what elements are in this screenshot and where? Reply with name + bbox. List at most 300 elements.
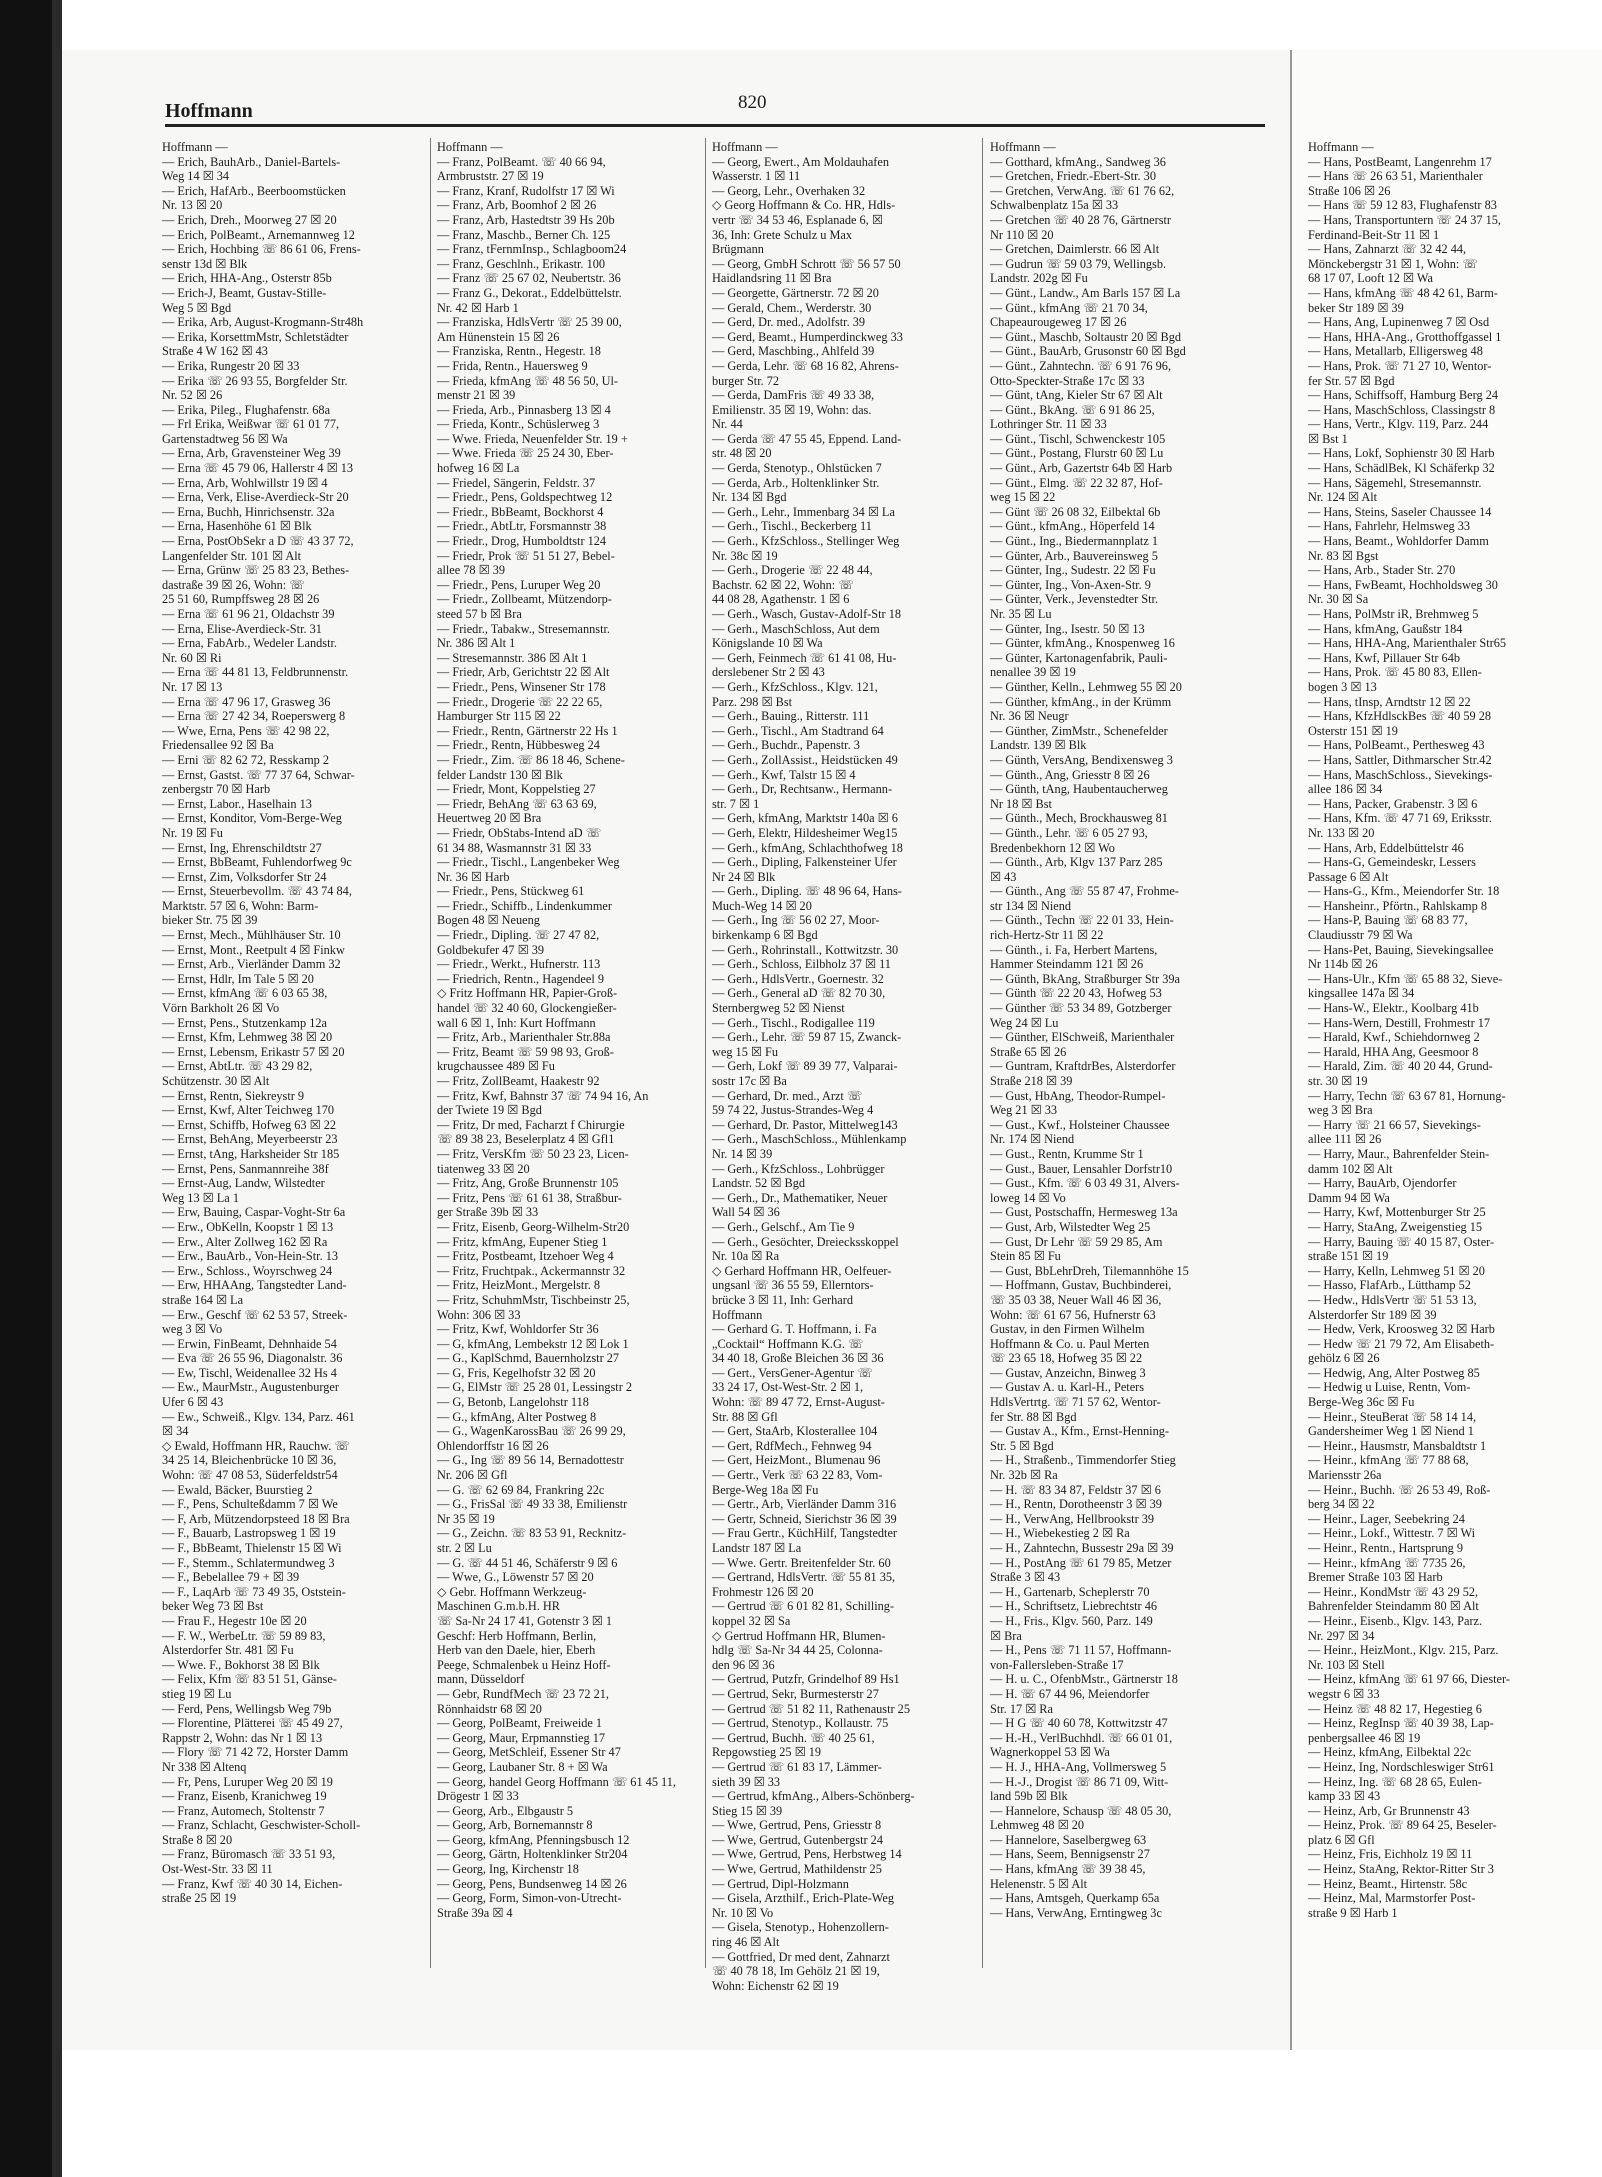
directory-entry: — Franz, Kwf ☏ 40 30 14, Eichen- (162, 1876, 343, 1891)
directory-entry: — Erw., BauArb., Von-Hein-Str. 13 (162, 1249, 339, 1264)
directory-entry: Nr 338 ☒ Altenq (162, 1759, 247, 1774)
directory-entry: — Hans, Seem, Bennigsenstr 27 (990, 1847, 1150, 1862)
directory-entry: — Hans, Zahnarzt ☏ 32 42 44, (1308, 242, 1467, 257)
directory-entry: Weg 14 ☒ 34 (162, 169, 230, 184)
directory-entry: Peege, Schmalenbek u Heinz Hoff- (437, 1657, 611, 1672)
directory-entry: senstr 13d ☒ Blk (162, 256, 248, 271)
directory-entry: — Günther, Kelln., Lehmweg 55 ☒ 20 (990, 679, 1182, 694)
directory-entry: — Gertrud ☏ 6 01 82 81, Schilling- (712, 1599, 895, 1614)
directory-entry: Helenenstr. 5 ☒ Alt (990, 1876, 1088, 1891)
directory-entry: Claudiusstr 79 ☒ Wa (1308, 928, 1413, 943)
directory-entry: — Gust, Arb, Wilstedter Weg 25 (990, 1219, 1151, 1234)
directory-entry: — Günth., Ang ☏ 55 87 47, Frohme- (990, 884, 1179, 899)
directory-entry: str. 2 ☒ Lu (437, 1541, 492, 1555)
directory-entry: felder Landstr 130 ☒ Blk (437, 767, 563, 782)
directory-entry: weg 15 ☒ 22 (990, 490, 1056, 505)
directory-entry: Nr. 60 ☒ Ri (162, 650, 222, 665)
directory-entry: — F., Bauarb, Lastropsweg 1 ☒ 19 (162, 1526, 336, 1541)
directory-entry: str. 48 ☒ 20 (712, 446, 772, 461)
directory-entry: — Georg, MetSchleif, Essener Str 47 (437, 1745, 621, 1760)
directory-entry: Alsterdorfer Str. 481 ☒ Fu (162, 1643, 294, 1658)
directory-entry: — Friedr, Mont, Koppelstieg 27 (437, 782, 596, 797)
directory-entry: hofweg 16 ☒ La (437, 461, 520, 476)
directory-entry: — Franziska, Rentn., Hegestr. 18 (437, 344, 601, 359)
directory-entry: — Hans, Prok. ☏ 45 80 83, Ellen- (1308, 665, 1482, 680)
directory-entry: Marktstr. 57 ☒ 6, Wohn: Barm- (162, 898, 319, 913)
directory-entry: — Erich, Dreh., Moorweg 27 ☒ 20 (162, 212, 337, 227)
directory-entry: Bachstr. 62 ☒ 22, Wohn: ☏ (712, 577, 854, 592)
directory-entry: Wohn: ☏ 61 67 56, Hufnerstr 63 (990, 1307, 1156, 1322)
directory-entry: — Hannelore, Schausp ☏ 48 05 30, (990, 1803, 1172, 1818)
directory-entry: Drögestr 1 ☒ 33 (437, 1789, 519, 1804)
directory-entry: — Hans, MaschSchloss, Classingstr 8 (1308, 402, 1496, 417)
directory-entry: — Erich, PolBeamt., Arnemannweg 12 (162, 227, 355, 242)
directory-entry: — Harry, Techn ☏ 63 67 81, Hornung- (1308, 1088, 1506, 1103)
directory-entry: — Gerh., KfzSchloss., Stellinger Weg (712, 534, 900, 549)
directory-entry: — Gerh., Dr, Rechtsanw., Hermann- (712, 782, 893, 797)
directory-entry: — Günt., kfmAng., Höperfeld 14 (990, 519, 1155, 534)
directory-entry: 34 40 18, Große Bleichen 36 ☒ 36 (712, 1351, 884, 1366)
directory-entry: Herb van den Daele, hier, Eberh (437, 1643, 596, 1658)
directory-entry: — Franziska, HdlsVertr ☏ 25 39 00, (437, 315, 622, 330)
directory-entry: — Erw, Bauing, Caspar-Voght-Str 6a (162, 1205, 346, 1220)
directory-entry: — Hans-Ulr., Kfm ☏ 65 88 32, Sieve- (1308, 971, 1503, 986)
directory-entry: Nr. 10 ☒ Vo (712, 1905, 774, 1920)
directory-entry: Nr 24 ☒ Blk (712, 869, 776, 884)
directory-entry: — Günt., Elmg. ☏ 22 32 87, Hof- (990, 475, 1163, 490)
directory-entry: Brügmann (712, 242, 764, 257)
directory-entry: — Ernst, Labor., Haselhain 13 (162, 796, 312, 811)
directory-entry: — Friedr, BehAng ☏ 63 63 69, (437, 796, 597, 811)
directory-entry: — Hans, Beamt., Wohldorfer Damm (1308, 534, 1489, 549)
directory-entry: — Günther ☏ 53 34 89, Gotzberger (990, 1001, 1172, 1016)
directory-entry: Weg 13 ☒ La 1 (162, 1190, 239, 1205)
directory-entry: — Gerh., Buchdr., Papenstr. 3 (712, 738, 860, 753)
directory-entry: — Ewald, Bäcker, Buurstieg 2 (162, 1482, 313, 1497)
directory-entry: — Georgette, Gärtnerstr. 72 ☒ 20 (712, 285, 879, 300)
directory-entry: brücke 3 ☒ 11, Inh: Gerhard (712, 1292, 854, 1307)
directory-entry: — H.-H., VerlBuchhdl. ☏ 66 01 01, (990, 1730, 1173, 1745)
directory-entry: — Hans-Pet, Bauing, Sievekingsallee (1308, 942, 1494, 957)
directory-entry: — Fritz, kfmAng, Eupener Stieg 1 (437, 1234, 608, 1249)
directory-entry: — Günter, kfmAng., Knospenweg 16 (990, 636, 1175, 651)
directory-entry: — H., Zahntechn, Bussestr 29a ☒ 39 (990, 1541, 1174, 1555)
directory-entry: Nr. 52 ☒ 26 (162, 388, 223, 403)
directory-entry: — Friedel, Sängerin, Feldstr. 37 (437, 475, 596, 490)
directory-entry: — Fritz, Pens ☏ 61 61 38, Straßbur- (437, 1190, 622, 1205)
directory-entry: — Hans, Sägemehl, Stresemannstr. (1308, 475, 1482, 490)
directory-entry: — Hans, FwBeamt, Hochholdsweg 30 (1308, 577, 1498, 592)
directory-entry: — Günt., Landw., Am Barls 157 ☒ La (990, 285, 1181, 300)
directory-entry: — Fritz, VersKfm ☏ 50 23 23, Licen- (437, 1146, 629, 1161)
directory-entry: — Gust, BbLehrDreh, Tilemannhöhe 15 (990, 1263, 1189, 1278)
directory-entry: — Hoffmann, Gustav, Buchbinderei, (990, 1278, 1172, 1293)
directory-entry: Landstr. 139 ☒ Blk (990, 738, 1087, 753)
directory-entry: — Gebr, RundfMech ☏ 23 72 21, (437, 1686, 609, 1701)
directory-entry: — Friedr., Rentn, Gärtnerstr 22 Hs 1 (437, 723, 618, 738)
directory-entry: Berge-Weg 18a ☒ Fu (712, 1482, 819, 1497)
directory-entry: Nr. 103 ☒ Stell (1308, 1657, 1385, 1672)
directory-entry: — Erna, Elise-Averdieck-Str. 31 (162, 621, 322, 636)
directory-entry: — Franz ☏ 25 67 02, Neubertstr. 36 (437, 271, 621, 286)
directory-entry: — Fritz, Dr med, Facharzt f Chirurgie (437, 1117, 625, 1132)
directory-entry: „Cocktail“ Hoffmann K.G. ☏ (712, 1336, 864, 1351)
directory-entry: Wasserstr. 1 ☒ 11 (712, 169, 801, 184)
directory-entry: Nr. 38c ☒ 19 (712, 548, 778, 563)
page-number: 820 (738, 92, 767, 113)
directory-entry: — Gerda, Stenotyp., Ohlstücken 7 (712, 461, 882, 476)
directory-entry: sostr 17c ☒ Ba (712, 1074, 787, 1088)
directory-entry: — Heinr., Rentn., Hartsprung 9 (1308, 1541, 1464, 1555)
directory-entry: 36, Inh: Grete Schulz u Max (712, 227, 853, 242)
directory-entry: ger Straße 39b ☒ 33 (437, 1205, 539, 1220)
directory-entry: — Hans, Metallarb, Elligersweg 48 (1308, 344, 1483, 359)
directory-entry: — Gerh., Tischl., Rodigallee 119 (712, 1015, 875, 1030)
directory-entry: — Wwe, Gertrud, Gutenbergstr 24 (712, 1832, 883, 1847)
directory-entry: — Erni ☏ 82 62 72, Resskamp 2 (162, 752, 330, 767)
directory-entry: — Wwe, G., Löwenstr 57 ☒ 20 (437, 1570, 594, 1585)
directory-entry: — Ernst, Lebensm, Erikastr 57 ☒ 20 (162, 1044, 345, 1059)
directory-entry: Wohn: 306 ☒ 33 (437, 1307, 521, 1322)
directory-entry: Hoffmann — (712, 140, 778, 154)
directory-entry: — Erna, PostObSekr a D ☏ 43 37 72, (162, 534, 354, 549)
directory-entry: kingsallee 147a ☒ 34 (1308, 986, 1415, 1001)
directory-entry: — Frau F., Hegestr 10e ☒ 20 (162, 1613, 307, 1628)
directory-entry: — Heinz, Ing. ☏ 68 28 65, Eulen- (1308, 1774, 1482, 1789)
scan-binding-edge (52, 0, 62, 2177)
directory-entry: — H., VerwAng, Hellbrookstr 39 (990, 1511, 1155, 1526)
directory-entry: — G., WagenKarossBau ☏ 26 99 29, (437, 1424, 626, 1439)
directory-entry: — Ernst, Kwf, Alter Teichweg 170 (162, 1103, 335, 1118)
directory-entry: ☒ 43 (990, 869, 1017, 884)
directory-entry: ◇ Gebr. Hoffmann Werkzeug- (437, 1584, 587, 1599)
directory-entry: — Hans, kfmAng ☏ 48 42 61, Barm- (1308, 285, 1498, 300)
directory-entry: Ost-West-Str. 33 ☒ 11 (162, 1862, 273, 1877)
directory-entry: 44 08 28, Agathenstr. 1 ☒ 6 (712, 592, 850, 607)
directory-entry: — Friedr., Dipling. ☏ 27 47 82, (437, 928, 600, 943)
directory-entry: — Harry, Bauing ☏ 40 15 87, Oster- (1308, 1234, 1495, 1249)
directory-entry: Straße 65 ☒ 26 (990, 1044, 1067, 1059)
directory-entry: — F, Arb, Mützendorpsteed 18 ☒ Bra (162, 1511, 350, 1526)
directory-entry: — Georg, Maur, Erpmannstieg 17 (437, 1730, 605, 1745)
directory-entry: allee 111 ☒ 26 (1308, 1132, 1382, 1147)
directory-entry: Stieg 15 ☒ 39 (712, 1803, 783, 1818)
directory-entry: Ufer 6 ☒ 43 (162, 1395, 224, 1410)
directory-entry: — Hans, Fahrlehr, Helmsweg 33 (1308, 519, 1471, 534)
directory-entry: — G, Fris, Kegelhofstr 32 ☒ 20 (437, 1365, 596, 1380)
directory-entry: — Gust., Bauer, Lensahler Dorfstr10 (990, 1161, 1173, 1176)
directory-entry: — Günter, Ing., Sudestr. 22 ☒ Fu (990, 563, 1156, 578)
directory-entry: — Günt., Maschb, Soltaustr 20 ☒ Bgd (990, 329, 1182, 344)
directory-entry: — Franz, Arb, Boomhof 2 ☒ 26 (437, 198, 597, 213)
directory-entry: — H., PostAng ☏ 61 79 85, Metzer (990, 1555, 1172, 1570)
directory-entry: koppel 32 ☒ Sa (712, 1613, 791, 1628)
directory-entry: — Franz, Büromasch ☏ 33 51 93, (162, 1847, 336, 1862)
directory-entry: tiatenweg 33 ☒ 20 (437, 1161, 530, 1176)
directory-entry: Nr. 174 ☒ Niend (990, 1132, 1075, 1147)
directory-entry: — Harry ☏ 21 66 57, Sievekings- (1308, 1117, 1481, 1132)
directory-entry: — Friedr., Drog, Humboldtstr 124 (437, 534, 607, 549)
directory-entry: — Heinr., kfmAng ☏ 7735 26, (1308, 1555, 1466, 1570)
directory-entry: — Ernst, Hdlr, Im Tale 5 ☒ 20 (162, 971, 314, 986)
directory-entry: ◇ Fritz Hoffmann HR, Papier-Groß- (437, 986, 618, 1001)
directory-entry: birkenkamp 6 ☒ Bgd (712, 928, 818, 943)
directory-entry: — Heinz, Ing, Nordschleswiger Str61 (1308, 1759, 1495, 1774)
directory-entry: — Gerh., Dipling, Falkensteiner Ufer (712, 855, 897, 870)
directory-entry: — Erna ☏ 45 79 06, Hallerstr 4 ☒ 13 (162, 461, 354, 476)
directory-entry: — Hans, PolMstr iR, Brehmweg 5 (1308, 607, 1479, 621)
directory-entry: — F., Pens, Schulteßdamm 7 ☒ We (162, 1497, 338, 1512)
directory-entry: Hoffmann — (1308, 140, 1374, 154)
directory-entry: Heuertweg 20 ☒ Bra (437, 811, 542, 826)
directory-entry: — Ernst, Pens, Sanmannreihe 38f (162, 1161, 329, 1176)
directory-entry: — Ernst, BehAng, Meyerbeerstr 23 (162, 1132, 338, 1147)
directory-entry: Schwalbenplatz 15a ☒ 33 (990, 198, 1119, 213)
directory-entry: — Fritz, Postbeamt, Itzehoer Weg 4 (437, 1249, 614, 1264)
directory-entry: — Friedr., Pens, Goldspechtweg 12 (437, 490, 613, 505)
directory-entry: Damm 94 ☒ Wa (1308, 1190, 1390, 1205)
directory-entry: — Gerh., Bauing., Ritterstr. 111 (712, 709, 870, 724)
directory-entry: — Ernst, Schiffb, Hofweg 63 ☒ 22 (162, 1117, 337, 1132)
directory-entry: — Franz, Eisenb, Kranichweg 19 (162, 1789, 327, 1804)
directory-entry: — Georg, Arb., Elbgaustr 5 (437, 1803, 574, 1818)
directory-entry: — Gerh., KfzSchloss., Klgv. 121, (712, 679, 878, 694)
directory-entry: — Hans-P, Bauing ☏ 68 83 77, (1308, 913, 1468, 928)
directory-entry: — Harry, Kwf, Mottenburger Str 25 (1308, 1205, 1486, 1220)
directory-entry: — Günth, VersAng, Bendixensweg 3 (990, 752, 1173, 767)
directory-entry: str. 7 ☒ 1 (712, 796, 760, 811)
directory-entry: — Günt., Arb, Gazertstr 64b ☒ Harb (990, 461, 1173, 476)
directory-entry: — Gust, Postschaffn, Hermesweg 13a (990, 1205, 1178, 1220)
directory-entry: zenbergstr 70 ☒ Harb (162, 782, 271, 797)
directory-entry: — Günth., Techn ☏ 22 01 33, Hein- (990, 913, 1174, 928)
directory-entry: Weg 21 ☒ 33 (990, 1103, 1058, 1118)
directory-entry: — Günth., Lehr. ☏ 6 05 27 93, (990, 825, 1148, 840)
directory-entry: Hammer Steindamm 121 ☒ 26 (990, 957, 1144, 972)
directory-entry: ☒ 34 (162, 1424, 189, 1439)
directory-entry: Wohn: ☏ 89 47 72, Ernst-August- (712, 1395, 885, 1410)
directory-entry: Bredenbekhorn 12 ☒ Wo (990, 840, 1115, 855)
directory-entry: — Ernst, Ing, Ehrenschildtstr 27 (162, 840, 322, 855)
directory-entry: allee 186 ☒ 34 (1308, 782, 1383, 797)
directory-entry: 33 24 17, Ost-West-Str. 2 ☒ 1, (712, 1380, 864, 1395)
directory-entry: — Gertrud, kfmAng., Albers-Schönberg- (712, 1789, 915, 1804)
directory-entry: — Gerh., Tischl., Am Stadtrand 64 (712, 723, 884, 738)
directory-entry: — Hans, Sattler, Dithmarscher Str.42 (1308, 752, 1492, 767)
directory-entry: — Gerh, Elektr, Hildesheimer Weg15 (712, 825, 898, 840)
directory-entry: — Erna ☏ 44 81 13, Feldbrunnenstr. (162, 665, 349, 680)
directory-entry: derslebener Str 2 ☒ 43 (712, 665, 825, 680)
directory-entry: — H. ☏ 67 44 96, Meiendorfer (990, 1686, 1150, 1701)
directory-entry: — Günt., Postang, Flurstr 60 ☒ Lu (990, 446, 1164, 461)
directory-entry: — H G ☏ 40 60 78, Kottwitzstr 47 (990, 1716, 1168, 1731)
directory-entry: — Erika, Rungestr 20 ☒ 33 (162, 358, 300, 373)
directory-entry: land 59b ☒ Blk (990, 1789, 1068, 1804)
directory-entry: penbergsallee 46 ☒ 19 (1308, 1730, 1421, 1745)
column-divider (982, 138, 983, 1968)
directory-entry: — Georg, Lehr., Overhaken 32 (712, 183, 866, 198)
directory-entry: — H., Rentn, Dorotheenstr 3 ☒ 39 (990, 1497, 1162, 1512)
directory-entry: ☏ Sa-Nr 24 17 41, Gotenstr 3 ☒ 1 (437, 1613, 612, 1628)
directory-entry: — Erna, Buchh, Hinrichsenstr. 32a (162, 504, 335, 519)
directory-entry: — Erna, Arb, Wohlwillstr 19 ☒ 4 (162, 475, 328, 490)
directory-entry: — Georg, Form, Simon-von-Utrecht- (437, 1891, 622, 1906)
directory-entry: — Heinz, Fris, Eichholz 19 ☒ 11 (1308, 1847, 1473, 1862)
directory-entry: — H.-J., Drogist ☏ 86 71 09, Witt- (990, 1774, 1169, 1789)
directory-entry: 59 74 22, Justus-Strandes-Weg 4 (712, 1103, 874, 1118)
directory-entry: — Hans, Steins, Saseler Chaussee 14 (1308, 504, 1492, 519)
directory-entry: Wagnerkoppel 53 ☒ Wa (990, 1745, 1110, 1760)
directory-entry: — Gertrud ☏ 61 83 17, Lämmer- (712, 1759, 882, 1774)
directory-entry: — G, kfmAng, Lembekstr 12 ☒ Lok 1 (437, 1336, 629, 1351)
directory-entry: — H., Straßenb., Timmendorfer Stieg (990, 1453, 1176, 1468)
directory-entry: — Gerhard, Dr. Pastor, Mittelweg143 (712, 1117, 898, 1132)
directory-entry: Landstr. 52 ☒ Bgd (712, 1176, 806, 1191)
directory-entry: Langenfelder Str. 101 ☒ Alt (162, 548, 302, 563)
directory-entry: — Heinz, kfmAng ☏ 61 97 66, Diester- (1308, 1672, 1510, 1687)
directory-entry: — Günt., Zahntechn. ☏ 6 91 76 96, (990, 358, 1172, 373)
directory-entry: — Hans, kfmAng ☏ 39 38 45, (990, 1862, 1146, 1877)
directory-entry: ☏ 23 65 18, Hofweg 35 ☒ 22 (990, 1351, 1143, 1366)
directory-entry: fer Str. 88 ☒ Bgd (990, 1409, 1077, 1424)
directory-entry: Stein 85 ☒ Fu (990, 1249, 1061, 1264)
directory-entry: loweg 14 ☒ Vo (990, 1190, 1066, 1205)
column-divider (705, 138, 706, 1968)
directory-entry: nenallee 39 ☒ 19 (990, 665, 1076, 680)
directory-entry: — F., LaqArb ☏ 73 49 35, Oststein- (162, 1584, 346, 1599)
directory-entry: — Friedr., Werkt., Hufnerstr. 113 (437, 957, 601, 972)
directory-entry: Straße 106 ☒ 26 (1308, 183, 1391, 198)
directory-entry: — Gerh., Drogerie ☏ 22 48 44, (712, 563, 873, 578)
directory-entry: — Gerald, Chem., Werderstr. 30 (712, 300, 872, 315)
directory-entry: — H., Schriftsetz, Liebrechtstr 46 (990, 1599, 1157, 1614)
directory-entry: — Ernst, Pens., Stutzenkamp 12a (162, 1015, 327, 1030)
directory-entry: — Erich-J, Beamt, Gustav-Stille- (162, 285, 327, 300)
directory-entry: Wall 54 ☒ 36 (712, 1205, 780, 1220)
directory-entry: — Hans ☏ 26 63 51, Marienthaler (1308, 169, 1483, 184)
directory-entry: — G., KaplSchmd, Bauernholzstr 27 (437, 1351, 620, 1366)
directory-entry: wall 6 ☒ 1, Inh: Kurt Hoffmann (437, 1015, 596, 1030)
directory-entry: Hamburger Str 115 ☒ 22 (437, 709, 561, 724)
directory-entry: — Georg, PolBeamt, Freiweide 1 (437, 1716, 603, 1731)
directory-entry: weg 3 ☒ Vo (162, 1322, 223, 1337)
directory-entry: — Gerh., Schloss, Eilbholz 37 ☒ 11 (712, 957, 891, 972)
directory-entry: — Franz, Arb, Hastedtstr 39 Hs 20b (437, 212, 615, 227)
directory-entry: — Fritz, Fruchtpak., Ackermannstr 32 (437, 1263, 626, 1278)
directory-entry: Straße 39a ☒ 4 (437, 1905, 513, 1920)
scan-dark-margin (0, 0, 52, 2177)
directory-entry: — Friedr., Tabakw., Stresemannstr. (437, 621, 610, 636)
directory-entry: — Heinz, Beamt., Hirtenstr. 58c (1308, 1876, 1468, 1891)
directory-entry: kamp 33 ☒ 43 (1308, 1789, 1381, 1804)
directory-entry: — Hans-G, Gemeindeskr, Lessers (1308, 855, 1476, 870)
directory-entry: — Erich, Hochbing ☏ 86 61 06, Frens- (162, 242, 361, 257)
directory-entry: — Günth., Mech, Brockhausweg 81 (990, 811, 1168, 826)
directory-entry: — Georg, Pens, Bundsenweg 14 ☒ 26 (437, 1876, 627, 1891)
directory-entry: — Franz, tFernmInsp., Schlagboom24 (437, 242, 627, 257)
directory-entry: — Gerh, Lokf ☏ 89 39 77, Valparai- (712, 1059, 898, 1074)
directory-entry: — Gert., VersGener-Agentur ☏ (712, 1365, 873, 1380)
directory-entry: Goldbekufer 47 ☒ 39 (437, 942, 544, 957)
directory-entry: — Erna, FabArb., Wedeler Landstr. (162, 636, 337, 651)
directory-entry: straße 9 ☒ Harb 1 (1308, 1905, 1398, 1920)
directory-entry: allee 78 ☒ 39 (437, 563, 506, 578)
directory-entry: — Gustav A. u. Karl-H., Peters (990, 1380, 1145, 1395)
directory-column-2 (437, 140, 705, 1960)
directory-entry: — G., kfmAng, Alter Postweg 8 (437, 1409, 597, 1424)
directory-entry: ☒ Bst 1 (1308, 431, 1348, 446)
directory-entry: — Wwe. Frieda, Neuenfelder Str. 19 + (437, 431, 628, 446)
directory-entry: — Gerh., Gesöchter, Dreiecksskoppel (712, 1234, 899, 1249)
directory-entry: — Wwe. Frieda ☏ 25 24 30, Eber- (437, 446, 614, 461)
directory-entry: Mariensstr 26a (1308, 1468, 1382, 1483)
directory-entry: — Gertrud, Buchh. ☏ 40 25 61, (712, 1730, 875, 1745)
directory-entry: — Friedr., Tischl., Langenbeker Weg (437, 855, 620, 870)
directory-entry: — Erika, Arb, August-Krogmann-Str48h (162, 315, 364, 330)
directory-entry: sieth 39 ☒ 33 (712, 1774, 781, 1789)
directory-entry: — Friedr., Pens, Stückweg 61 (437, 884, 585, 899)
directory-entry: — Heinz, Mal, Marmstorfer Post- (1308, 1891, 1476, 1906)
directory-entry: — Gustav, Anzeichn, Binweg 3 (990, 1365, 1146, 1380)
directory-entry: — Heinr., kfmAng ☏ 77 88 68, (1308, 1453, 1469, 1468)
directory-entry: — Gerh., Wasch, Gustav-Adolf-Str 18 (712, 607, 902, 621)
directory-entry: — Gisela, Arzthilf., Erich-Plate-Weg (712, 1891, 895, 1906)
directory-entry: — Georg, GmbH Schrott ☏ 56 57 50 (712, 256, 901, 271)
directory-entry: — H., Gartenarb, Scheplerstr 70 (990, 1584, 1150, 1599)
directory-entry: — Friedr., Pens, Winsener Str 178 (437, 679, 606, 694)
directory-entry: 68 17 07, Looft 12 ☒ Wa (1308, 271, 1433, 286)
directory-entry: damm 102 ☒ Alt (1308, 1161, 1393, 1176)
directory-entry: Rönnhaidstr 68 ☒ 20 (437, 1701, 542, 1716)
directory-entry: krugchaussee 489 ☒ Fu (437, 1059, 555, 1074)
directory-entry: — Friedr, ObStabs-Intend aD ☏ (437, 825, 602, 840)
directory-entry: — Ernst, AbtLtr. ☏ 43 29 82, (162, 1059, 313, 1074)
directory-entry: — Günt., Ing., Biedermannplatz 1 (990, 534, 1159, 549)
directory-entry: — Gerh., Rohrinstall., Kottwitzstr. 30 (712, 942, 899, 957)
directory-entry: Parz. 298 ☒ Bst (712, 694, 793, 709)
directory-entry: Nr 110 ☒ 20 (990, 227, 1054, 242)
directory-entry: — Hedw, Verk, Kroosweg 32 ☒ Harb (1308, 1322, 1495, 1337)
directory-entry: — Gerh., MaschSchloss, Aut dem (712, 621, 880, 636)
directory-entry: — Georg, Laubaner Str. 8 + ☒ Wa (437, 1759, 608, 1774)
directory-entry: — Harald, Zim. ☏ 40 20 44, Grund- (1308, 1059, 1493, 1074)
directory-entry: — Hans-Wern, Destill, Frohmestr 17 (1308, 1015, 1491, 1030)
directory-entry: — Wwe, Gertrud, Pens, Herbstweg 14 (712, 1847, 902, 1862)
directory-entry: burger Str. 72 (712, 373, 780, 388)
directory-entry: — Erw, HHAAng, Tangstedter Land- (162, 1278, 347, 1293)
directory-entry: Nr. 32b ☒ Ra (990, 1468, 1058, 1483)
directory-entry: — Ernst, Arb., Vierländer Damm 32 (162, 957, 341, 972)
directory-entry: — Gustav A., Kfm., Ernst-Henning- (990, 1424, 1169, 1439)
directory-entry: ☏ 89 38 23, Beselerplatz 4 ☒ Gfl1 (437, 1132, 615, 1147)
directory-entry: — Erna, Grünw ☏ 25 83 23, Bethes- (162, 563, 350, 578)
directory-entry: Gustav, in den Firmen Wilhelm (990, 1322, 1145, 1337)
directory-entry: — Harry, Kelln, Lehmweg 51 ☒ 20 (1308, 1263, 1485, 1278)
directory-entry: Ferdinand-Beit-Str 11 ☒ 1 (1308, 227, 1440, 242)
directory-entry: Bogen 48 ☒ Neueng (437, 913, 540, 928)
directory-entry: — Gert, StaArb, Klosterallee 104 (712, 1424, 878, 1439)
directory-entry: — Erw., Geschf ☏ 62 53 57, Streek- (162, 1307, 348, 1322)
directory-entry: — Ew, Tischl, Weidenallee 32 Hs 4 (162, 1365, 337, 1380)
directory-entry: Wohn: Eichenstr 62 ☒ 19 (712, 1978, 839, 1993)
directory-entry: — Gottfried, Dr med dent, Zahnarzt (712, 1949, 890, 1964)
directory-entry: — Georg, Ing, Kirchenstr 18 (437, 1862, 579, 1877)
directory-entry: Königslande 10 ☒ Wa (712, 636, 823, 651)
directory-entry: — Gust., Kfm. ☏ 6 03 49 31, Alvers- (990, 1176, 1180, 1191)
directory-entry: — Ernst, Mech., Mühlhäuser Str. 10 (162, 928, 341, 943)
directory-entry: — Ernst, Gastst. ☏ 77 37 64, Schwar- (162, 767, 355, 782)
directory-entry: Berge-Weg 36c ☒ Fu (1308, 1395, 1415, 1410)
